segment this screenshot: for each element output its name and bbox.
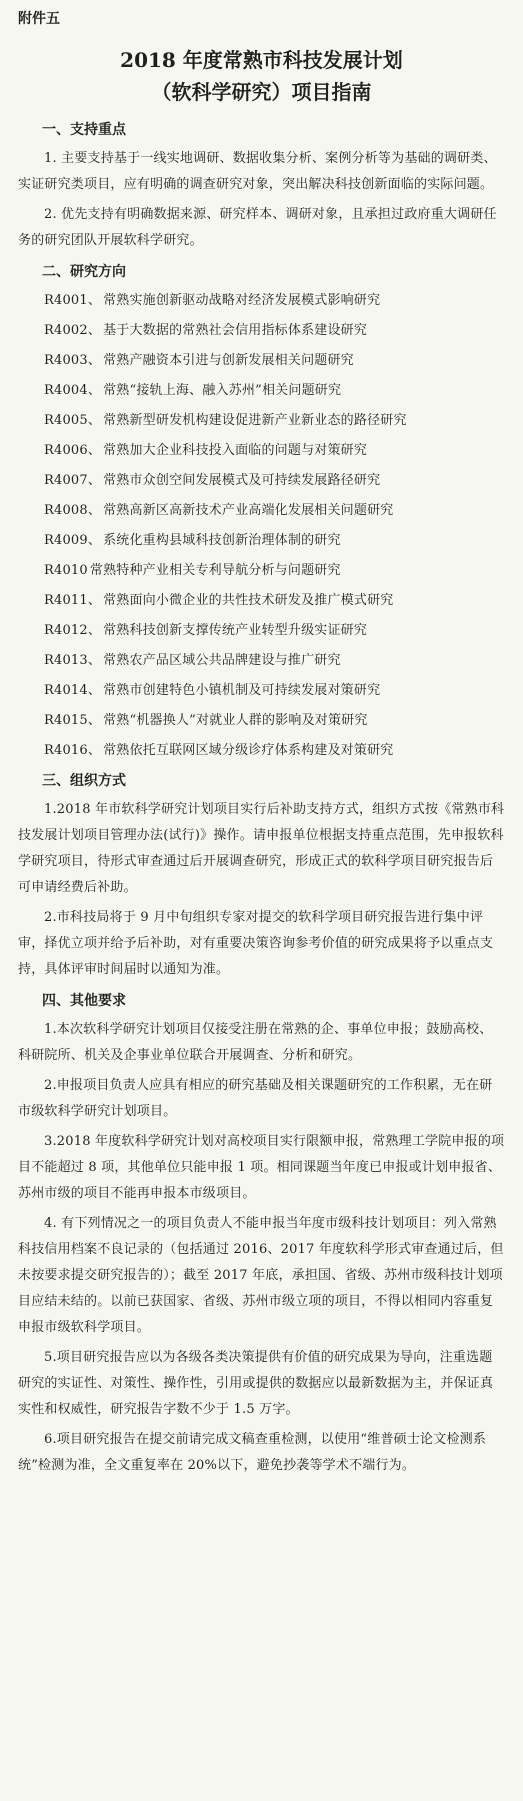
section-support-focus bbox=[18, 118, 505, 254]
direction-code: R4012、 bbox=[44, 623, 102, 638]
direction-code: R4011、 bbox=[44, 593, 102, 608]
direction-item bbox=[18, 438, 505, 463]
direction-item bbox=[18, 588, 505, 613]
direction-text: 常熟高新区高新技术产业高端化发展相关问题研究 bbox=[103, 503, 394, 518]
direction-code: R4005、 bbox=[44, 413, 102, 428]
direction-text: 常熟市众创空间发展模式及可持续发展路径研究 bbox=[103, 473, 381, 488]
direction-code: R4010 bbox=[44, 563, 88, 578]
section-heading: 二、研究方向 bbox=[42, 264, 126, 280]
section-organization bbox=[18, 769, 505, 983]
section-research-directions bbox=[18, 260, 505, 763]
direction-code: R4016、 bbox=[44, 743, 102, 758]
direction-item bbox=[18, 648, 505, 673]
direction-code: R4014、 bbox=[44, 683, 102, 698]
section-heading: 四、其他要求 bbox=[42, 993, 126, 1009]
section-heading: 三、组织方式 bbox=[42, 773, 126, 789]
direction-code: R4013、 bbox=[44, 653, 102, 668]
direction-text: 常熟新型研发机构建设促进新产业新业态的路径研究 bbox=[103, 413, 407, 428]
direction-code: R4009、 bbox=[44, 533, 102, 548]
direction-code: R4008、 bbox=[44, 503, 102, 518]
direction-text: 常熟市创建特色小镇机制及可持续发展对策研究 bbox=[103, 683, 381, 698]
paragraph: 1.2018 年市软科学研究计划项目实行后补助支持方式，组织方式按《常熟市科技发展计划项目管理办法(试行)》操作。请申报单位根据支持重点范围，先申报软科学研究项目，待形式审查通过后开展调查研究，形成正式的软科学项目研究报告后可申请经费后补助。 bbox=[18, 802, 505, 895]
paragraph: 2. 优先支持有明确数据来源、研究样本、调研对象，且承担过政府重大调研任务的研究团队开展软科学研究。 bbox=[18, 207, 497, 248]
direction-item bbox=[18, 738, 505, 763]
direction-text: 常熟实施创新驱动战略对经济发展模式影响研究 bbox=[103, 293, 381, 308]
direction-text: 常熟科技创新支撑传统产业转型升级实证研究 bbox=[103, 623, 368, 638]
document-title-line1: 2018 年度常熟市科技发展计划 bbox=[120, 48, 403, 72]
direction-code: R4007、 bbox=[44, 473, 102, 488]
direction-item bbox=[18, 528, 505, 553]
direction-text: 常熟面向小微企业的共性技术研发及推广模式研究 bbox=[103, 593, 394, 608]
direction-code: R4002、 bbox=[44, 323, 102, 338]
paragraph: 1.本次软科学研究计划项目仅接受注册在常熟的企、事单位申报；鼓励高校、科研院所、机关及企事业单位联合开展调查、分析和研究。 bbox=[18, 1022, 493, 1063]
direction-item bbox=[18, 348, 505, 373]
direction-item bbox=[18, 708, 505, 733]
paragraph: 6.项目研究报告在提交前请完成文稿查重检测，以使用“维普硕士论文检测系统”检测为准，全文重复率在 20%以下，避免抄袭等学术不端行为。 bbox=[18, 1432, 487, 1473]
paragraph: 2.申报项目负责人应具有相应的研究基础及相关课题研究的工作积累，无在研市级软科学研究计划项目。 bbox=[18, 1078, 493, 1119]
paragraph: 4. 有下列情况之一的项目负责人不能申报当年度市级科技计划项目：列入常熟科技信用档案不良记录的（包括通过 2016、2017 年度软科学形式审查通过后，但未按要求提交研究报告的）；截至 2017 年底，承担国、省级、苏州市级科技计划项目应结未结的。以前已获国家、省级、苏州市级立项的项目，不得以相同内容重复申报市级软科学项目。 bbox=[18, 1216, 504, 1335]
direction-text: 常熟“机器换人”对就业人群的影响及对策研究 bbox=[103, 713, 368, 728]
direction-text: 常熟加大企业科技投入面临的问题与对策研究 bbox=[103, 443, 368, 458]
direction-code: R4006、 bbox=[44, 443, 102, 458]
direction-text: 常熟产融资本引进与创新发展相关问题研究 bbox=[103, 353, 354, 368]
direction-item bbox=[18, 408, 505, 433]
direction-code: R4004、 bbox=[44, 383, 102, 398]
direction-text: 常熟特种产业相关专利导航分析与问题研究 bbox=[89, 563, 341, 578]
direction-item bbox=[18, 678, 505, 703]
direction-text: 系统化重构县域科技创新治理体制的研究 bbox=[103, 533, 341, 548]
paragraph: 3.2018 年度软科学研究计划对高校项目实行限额申报，常熟理工学院申报的项目不能超过 8 项，其他单位只能申报 1 项。相同课题当年度已申报或计划申报省、苏州市级的项目不能再申报本市级项目。 bbox=[18, 1134, 505, 1201]
attachment-label: 附件五 bbox=[18, 11, 60, 27]
direction-item bbox=[18, 318, 505, 343]
paragraph: 1. 主要支持基于一线实地调研、数据收集分析、案例分析等为基础的调研类、实证研究类项目，应有明确的调查研究对象，突出解决科技创新面临的实际问题。 bbox=[18, 151, 497, 192]
direction-item bbox=[18, 498, 505, 523]
direction-item bbox=[18, 378, 505, 403]
paragraph: 2.市科技局将于 9 月中旬组织专家对提交的软科学项目研究报告进行集中评审，择优立项并给予后补助，对有重要决策咨询参考价值的研究成果将予以重点支持，具体评审时间届时以通知为准。 bbox=[18, 910, 494, 977]
direction-code: R4015、 bbox=[44, 713, 102, 728]
direction-text: 常熟“接轨上海、融入苏州”相关问题研究 bbox=[103, 383, 342, 398]
direction-text: 常熟农产品区域公共品牌建设与推广研究 bbox=[103, 653, 341, 668]
direction-item bbox=[18, 288, 505, 313]
direction-item bbox=[18, 468, 505, 493]
direction-text: 常熟依托互联网区域分级诊疗体系构建及对策研究 bbox=[103, 743, 394, 758]
direction-item bbox=[18, 618, 505, 643]
direction-item bbox=[18, 558, 505, 583]
direction-code: R4001、 bbox=[44, 293, 102, 308]
document-title-line2: （软科学研究）项目指南 bbox=[151, 80, 372, 104]
direction-text: 基于大数据的常熟社会信用指标体系建设研究 bbox=[103, 323, 368, 338]
paragraph: 5.项目研究报告应以为各级各类决策提供有价值的研究成果为导向，注重选题研究的实证性、对策性、操作性，引用或提供的数据应以最新数据为主，并保证真实性和权威性，研究报告字数不少于 1.5 万字。 bbox=[18, 1350, 494, 1417]
section-heading: 一、支持重点 bbox=[42, 122, 126, 138]
section-other-requirements bbox=[18, 989, 505, 1479]
direction-code: R4003、 bbox=[44, 353, 102, 368]
